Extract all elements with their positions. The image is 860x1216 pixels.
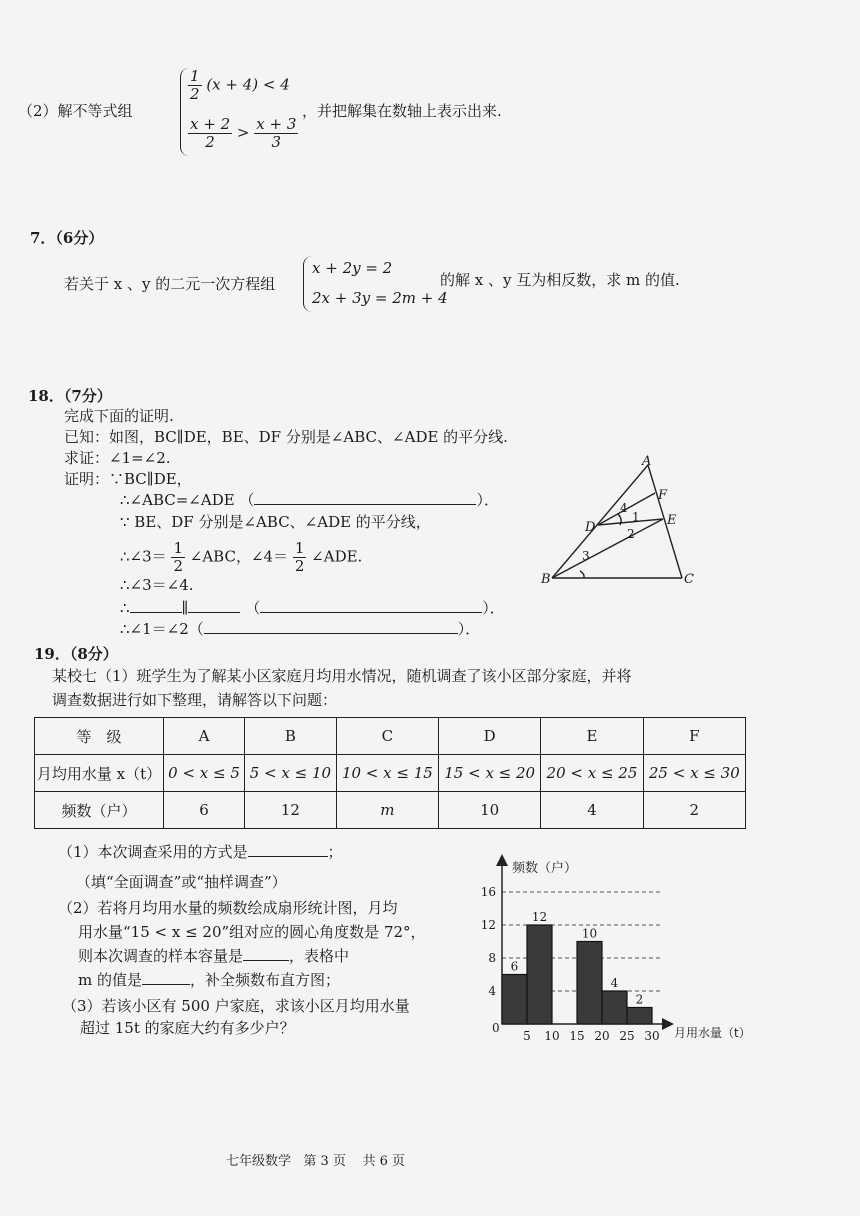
q19-blank-m-value[interactable] [142, 970, 190, 985]
histogram-origin: 0 [492, 1021, 500, 1035]
histogram-bar [602, 991, 627, 1024]
y-tick-label: 4 [488, 984, 496, 998]
q18-blank-reason-1[interactable] [254, 490, 476, 505]
q17-number: 7．（6分） [30, 229, 104, 247]
table-row [35, 718, 746, 755]
q19-sub1: （1）本次调查采用的方式是 ； [58, 843, 343, 861]
histogram-bar [527, 925, 552, 1024]
q18-blank-reason-3[interactable] [204, 619, 458, 634]
fig-label-D: D [585, 520, 596, 535]
q18-step5: ∴ ∥ （ ）． [120, 599, 505, 617]
y-tick-label: 8 [488, 951, 496, 965]
q18-step2: ∵ BE、DF 分别是∠ABC、∠ADE 的平分线， [120, 513, 431, 531]
bar-value-label: 4 [610, 976, 619, 990]
footer-total: 共 6 页 [362, 1154, 406, 1169]
q18-blank-line-2[interactable] [188, 598, 240, 613]
q18-number: 18．（7分） [28, 387, 112, 405]
table-cell: 等 级 [35, 718, 164, 755]
q17-brace [303, 256, 312, 312]
q18-blank-line-1[interactable] [130, 598, 182, 613]
fig-label-C: C [684, 572, 694, 587]
q19-sub2-line3: 则本次调查的样本容量是 ，表格中 [78, 947, 350, 965]
q19-number: 19．（8分） [34, 645, 118, 663]
fig-label-F: F [658, 488, 668, 503]
table-row [35, 755, 746, 792]
histogram-bars [502, 925, 652, 1024]
table-cell: 4 [541, 792, 643, 829]
bar-value-label: 2 [635, 992, 644, 1007]
fig-label-E: E [667, 513, 677, 528]
fig-angle-1: 1 [632, 510, 640, 524]
table-cell: 10 < x ≤ 15 [336, 755, 438, 792]
fig-label-A: A [642, 455, 652, 469]
table-cell: 频数（户） [35, 792, 164, 829]
q18-blank-reason-2[interactable] [260, 598, 482, 613]
fig-angle-3: 3 [582, 549, 590, 563]
table-cell: 月均用水量 x（t） [35, 755, 164, 792]
q17-text-after: 的解 x 、y 互为相反数，求 m 的值. [440, 271, 680, 289]
q19-sub3-line2: 超过 15t 的家庭大约有多少户？ [80, 1019, 295, 1037]
q17-text-before: 若关于 x 、y 的二元一次方程组 [64, 275, 276, 293]
q18-figure [530, 455, 710, 590]
q16-ineq1-rest: (x + 4) < 4 [206, 75, 290, 94]
q18-step3: ∴∠3＝ $\frac{1}{2}$ ∠ABC，∠4＝ $\frac{1}{2}$ ∠ADE. [120, 539, 363, 575]
table-cell: m [336, 792, 438, 829]
q16-ineq1: $\frac{1}{2}$ (x + 4) < 4 [190, 67, 290, 103]
table-cell: 20 < x ≤ 25 [541, 755, 643, 792]
q19-frequency-table [34, 717, 746, 829]
y-tick-label: 12 [480, 918, 496, 932]
q18-step6: ∴∠1＝∠2（ ）． [120, 620, 481, 638]
q19-sub2-line1: （2）若将月均用水量的频数绘成扇形统计图，月均 [58, 899, 398, 917]
table-cell: 2 [643, 792, 745, 829]
histogram-bar [577, 942, 602, 1025]
table-cell: B [245, 718, 337, 755]
bar-value-label: 12 [531, 910, 548, 924]
x-tick-label: 5 [523, 1029, 531, 1043]
bar-value-label: 10 [581, 926, 598, 941]
footer-page: 第 3 页 [303, 1154, 346, 1169]
q18-given: 已知：如图，BC∥DE，BE、DF 分别是∠ABC、∠ADE 的平分线. [64, 428, 508, 446]
footer [226, 1150, 405, 1169]
q18-prove: 求证：∠1=∠2. [64, 449, 171, 467]
fig-angle-4: 4 [620, 501, 628, 515]
table-cell: D [439, 718, 541, 755]
q18-step1: ∴∠ABC=∠ADE （ ）． [120, 491, 499, 509]
q16-suffix: ，并把解集在数轴上表示出来. [302, 102, 502, 120]
q19-intro-1: 某校七（1）班学生为了解某小区家庭月均用水情况，随机调查了该小区部分家庭，并将 [52, 667, 632, 685]
q19-sub3-line1: （3）若该小区有 500 户家庭，求该小区月均用水量 [62, 997, 410, 1015]
table-cell: 12 [245, 792, 337, 829]
q18-proof-start: 证明：∵BC∥DE， [64, 470, 192, 488]
table-cell: 25 < x ≤ 30 [643, 755, 745, 792]
table-cell: F [643, 718, 745, 755]
table-cell: 0 < x ≤ 5 [164, 755, 245, 792]
q16-prefix: （2）解不等式组 [18, 102, 133, 120]
q18-line1: 完成下面的证明. [64, 407, 174, 425]
q17-eq2: 2x + 3y = 2m + 4 [312, 289, 448, 307]
x-tick-label: 15 [569, 1029, 585, 1043]
q19-histogram [470, 852, 770, 1050]
q17-eq1: x + 2y = 2 [312, 259, 393, 277]
bar-value-label: 6 [510, 959, 519, 974]
table-cell: E [541, 718, 643, 755]
histogram-bar [502, 975, 527, 1025]
x-tick-label: 25 [619, 1029, 635, 1043]
histogram-bar [627, 1008, 652, 1025]
table-cell: 10 [439, 792, 541, 829]
footer-subject: 七年级数学 [226, 1154, 292, 1169]
q19-intro-2: 调查数据进行如下整理，请解答以下问题： [52, 691, 338, 709]
table-row [35, 792, 746, 829]
q18-step4: ∴∠3＝∠4. [120, 576, 194, 594]
x-tick-label: 30 [644, 1029, 660, 1043]
histogram-xlabel: 月用水量（t） [674, 1026, 751, 1040]
q19-sub2-line4: m 的值是 ，补全频数布直方图； [78, 971, 341, 989]
q19-blank-sample-size[interactable] [243, 946, 289, 961]
table-cell: 15 < x ≤ 20 [439, 755, 541, 792]
q19-blank-survey-type[interactable] [248, 842, 328, 857]
x-tick-label: 20 [594, 1029, 610, 1043]
q16-ineq2-op: > [236, 123, 250, 142]
fig-angle-2: 2 [627, 527, 635, 541]
table-cell: C [336, 718, 438, 755]
table-cell: 5 < x ≤ 10 [245, 755, 337, 792]
table-cell: A [164, 718, 245, 755]
q19-sub1-hint: （填“全面调查”或“抽样调查”） [76, 873, 287, 891]
q16-ineq2: $\frac{x + 2}{2}$ > $\frac{x + 3}{3}$ [190, 115, 297, 151]
q19-sub2-line2: 用水量“15 < x ≤ 20”组对应的圆心角度数是 72°， [78, 923, 426, 941]
table-cell: 6 [164, 792, 245, 829]
x-tick-label: 10 [544, 1029, 560, 1043]
fig-label-B: B [541, 572, 551, 587]
y-tick-label: 16 [480, 885, 496, 899]
histogram-ylabel: 频数（户） [512, 861, 578, 876]
